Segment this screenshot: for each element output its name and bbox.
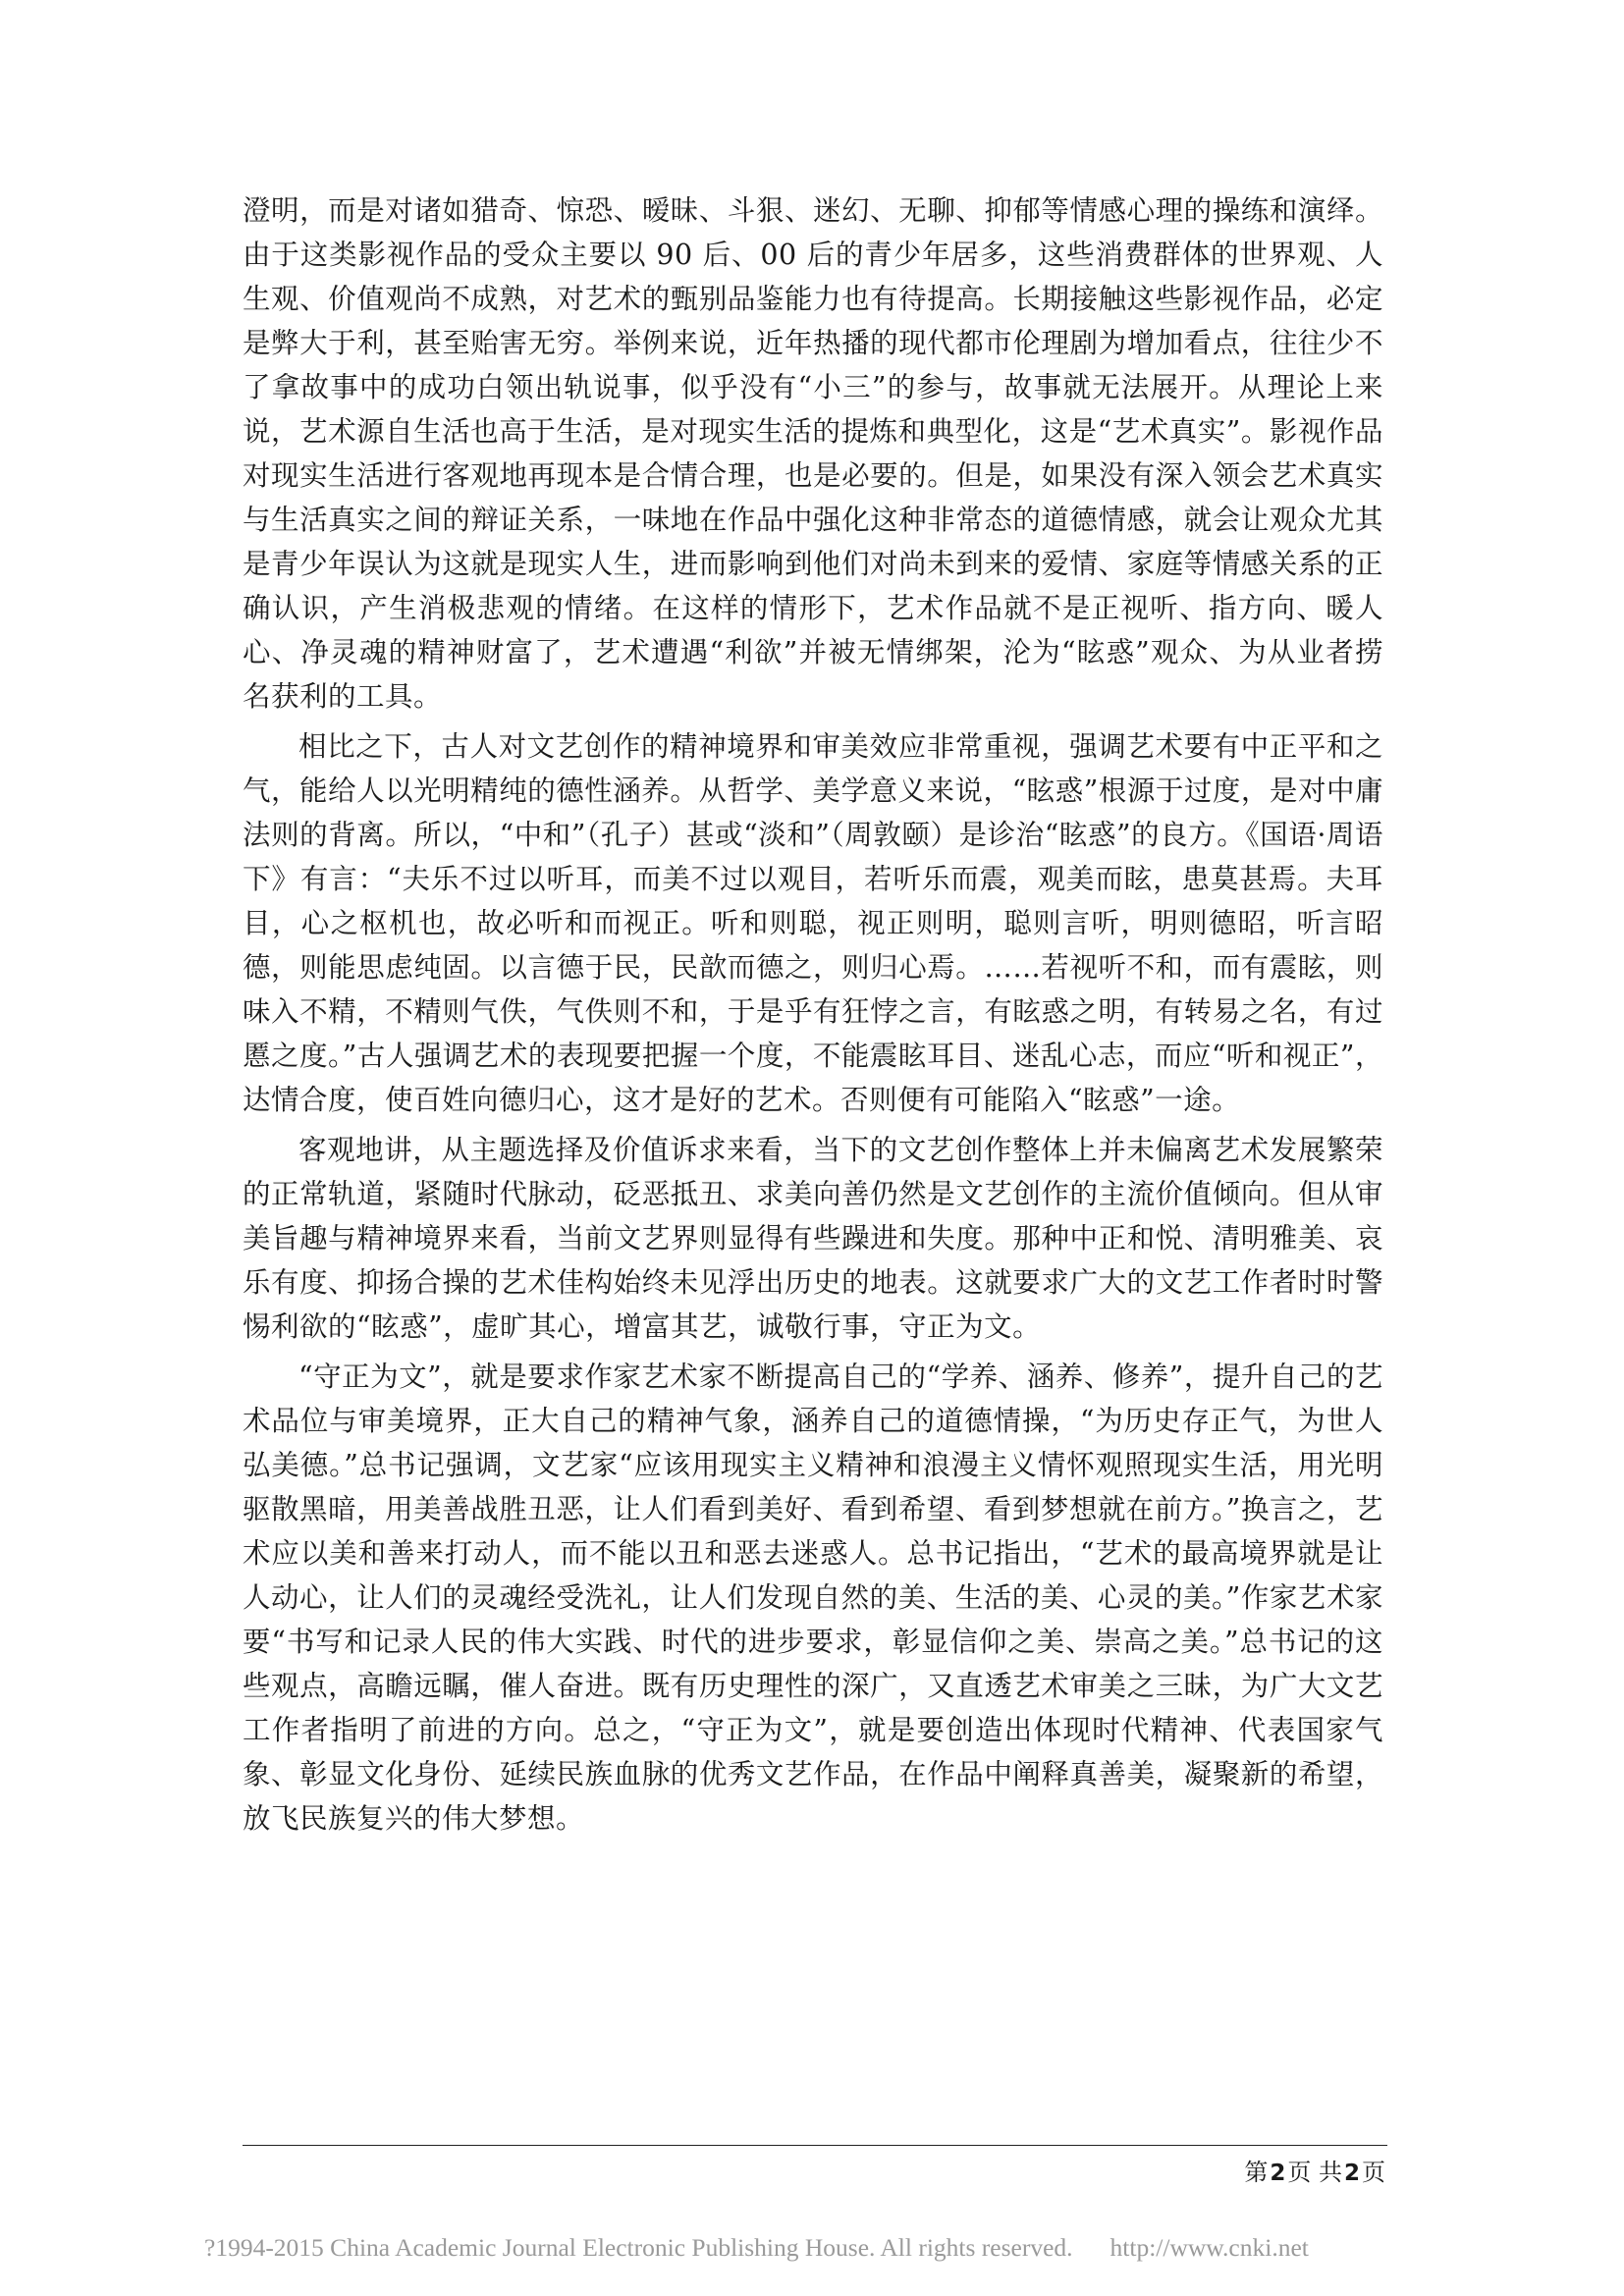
paragraph-4: “守正为文”，就是要求作家艺术家不断提高自己的“学养、涵养、修养”，提升自己的艺术品位与审美境界，正大自己的精神气象，涵养自己的道德情操，“为历史存正气，为世人弘美德。”总书记强调，文艺家“应该用现实主义精神和浪漫主义情怀观照现实生活，用光明驱散黑暗，用美善战胜丑恶，让人们看到美好、看到希望、看到梦想就在前方。”换言之，艺术应以美和善来打动人，而不能以丑和恶去迷惑人。总书记指出，“艺术的最高境界就是让人动心，让人们的灵魂经受洗礼，让人们发现自然的美、生活的美、心灵的美。”作家艺术家要“书写和记录人民的伟大实践、时代的进步要求，彰显信仰之美、崇高之美。”总书记的这些观点，高瞻远瞩，催人奋进。既有历史理性的深广，又直透艺术审美之三昧，为广大文艺工作者指明了前进的方向。总之，“守正为文”，就是要创造出体现时代精神、代表国家气象、彰显文化身份、延续民族血脉的优秀文艺作品，在作品中阐释真善美，凝聚新的希望，放飞民族复兴的伟大梦想。 <box>243 1361 1383 1835</box>
page-suffix: 页 <box>1362 2159 1385 2186</box>
page-middle: 页 共 <box>1287 2159 1342 2186</box>
copyright-text: ?1994-2015 China Academic Journal Electronic Publishing House. All rights reserved. <box>204 2233 1073 2262</box>
paragraph-1: 澄明，而是对诸如猎奇、惊恐、暧昧、斗狠、迷幻、无聊、抑郁等情感心理的操练和演绎。由于这类影视作品的受众主要以 90 后、00 后的青少年居多，这些消费群体的世界观、人生观、价值观尚不成熟，对艺术的甄别品鉴能力也有待提高。长期接触这些影视作品，必定是弊大于利，甚至贻害无穷。举例来说，近年热播的现代都市伦理剧为增加看点，往往少不了拿故事中的成功白领出轨说事，似乎没有“小三”的参与，故事就无法展开。从理论上来说，艺术源自生活也高于生活，是对现实生活的提炼和典型化，这是“艺术真实”。影视作品对现实生活进行客观地再现本是合情合理，也是必要的。但是，如果没有深入领会艺术真实与生活真实之间的辩证关系，一味地在作品中强化这种非常态的道德情感，就会让观众尤其是青少年误认为这就是现实人生，进而影响到他们对尚未到来的爱情、家庭等情感关系的正确认识，产生消极悲观的情绪。在这样的情形下，艺术作品就不是正视听、指方向、暖人心、净灵魂的精神财富了，艺术遭遇“利欲”并被无情绑架，沦为“眩惑”观众、为从业者捞名获利的工具。 <box>243 194 1383 713</box>
paragraph-3: 客观地讲，从主题选择及价值诉求来看，当下的文艺创作整体上并未偏离艺术发展繁荣的正常轨道，紧随时代脉动，砭恶抵丑、求美向善仍然是文艺创作的主流价值倾向。但从审美旨趣与精神境界来看，当前文艺界则显得有些躁进和失度。那种中正和悦、清明雅美、哀乐有度、抑扬合操的艺术佳构始终未见浮出历史的地表。这就要求广大的文艺工作者时时警惕利欲的“眩惑”，虚旷其心，增富其艺，诚敬行事，守正为文。 <box>243 1134 1383 1343</box>
page-number <box>1244 2158 1385 2188</box>
article-body <box>243 188 1383 1841</box>
page-prefix: 第 <box>1244 2159 1269 2186</box>
copyright-url: http://www.cnki.net <box>1110 2233 1309 2262</box>
page-total: 2 <box>1343 2161 1360 2186</box>
page-current: 2 <box>1270 2161 1286 2186</box>
copyright-watermark <box>204 2232 1343 2264</box>
footer-divider <box>243 2145 1387 2146</box>
paragraph-2: 相比之下，古人对文艺创作的精神境界和审美效应非常重视，强调艺术要有中正平和之气，能给人以光明精纯的德性涵养。从哲学、美学意义来说，“眩惑”根源于过度，是对中庸法则的背离。所以，“中和”（孔子）甚或“淡和”（周敦颐）是诊治“眩惑”的良方。《国语·周语下》有言：“夫乐不过以听耳，而美不过以观目，若听乐而震，观美而眩，患莫甚焉。夫耳目，心之枢机也，故必听和而视正。听和则聪，视正则明，聪则言听，明则德昭，听言昭德，则能思虑纯固。以言德于民，民歆而德之，则归心焉。……若视听不和，而有震眩，则味入不精，不精则气佚，气佚则不和，于是乎有狂悖之言，有眩惑之明，有转易之名，有过慝之度。”古人强调艺术的表现要把握一个度，不能震眩耳目、迷乱心志，而应“听和视正”，达情合度，使百姓向德归心，这才是好的艺术。否则便有可能陷入“眩惑”一途。 <box>243 730 1383 1116</box>
